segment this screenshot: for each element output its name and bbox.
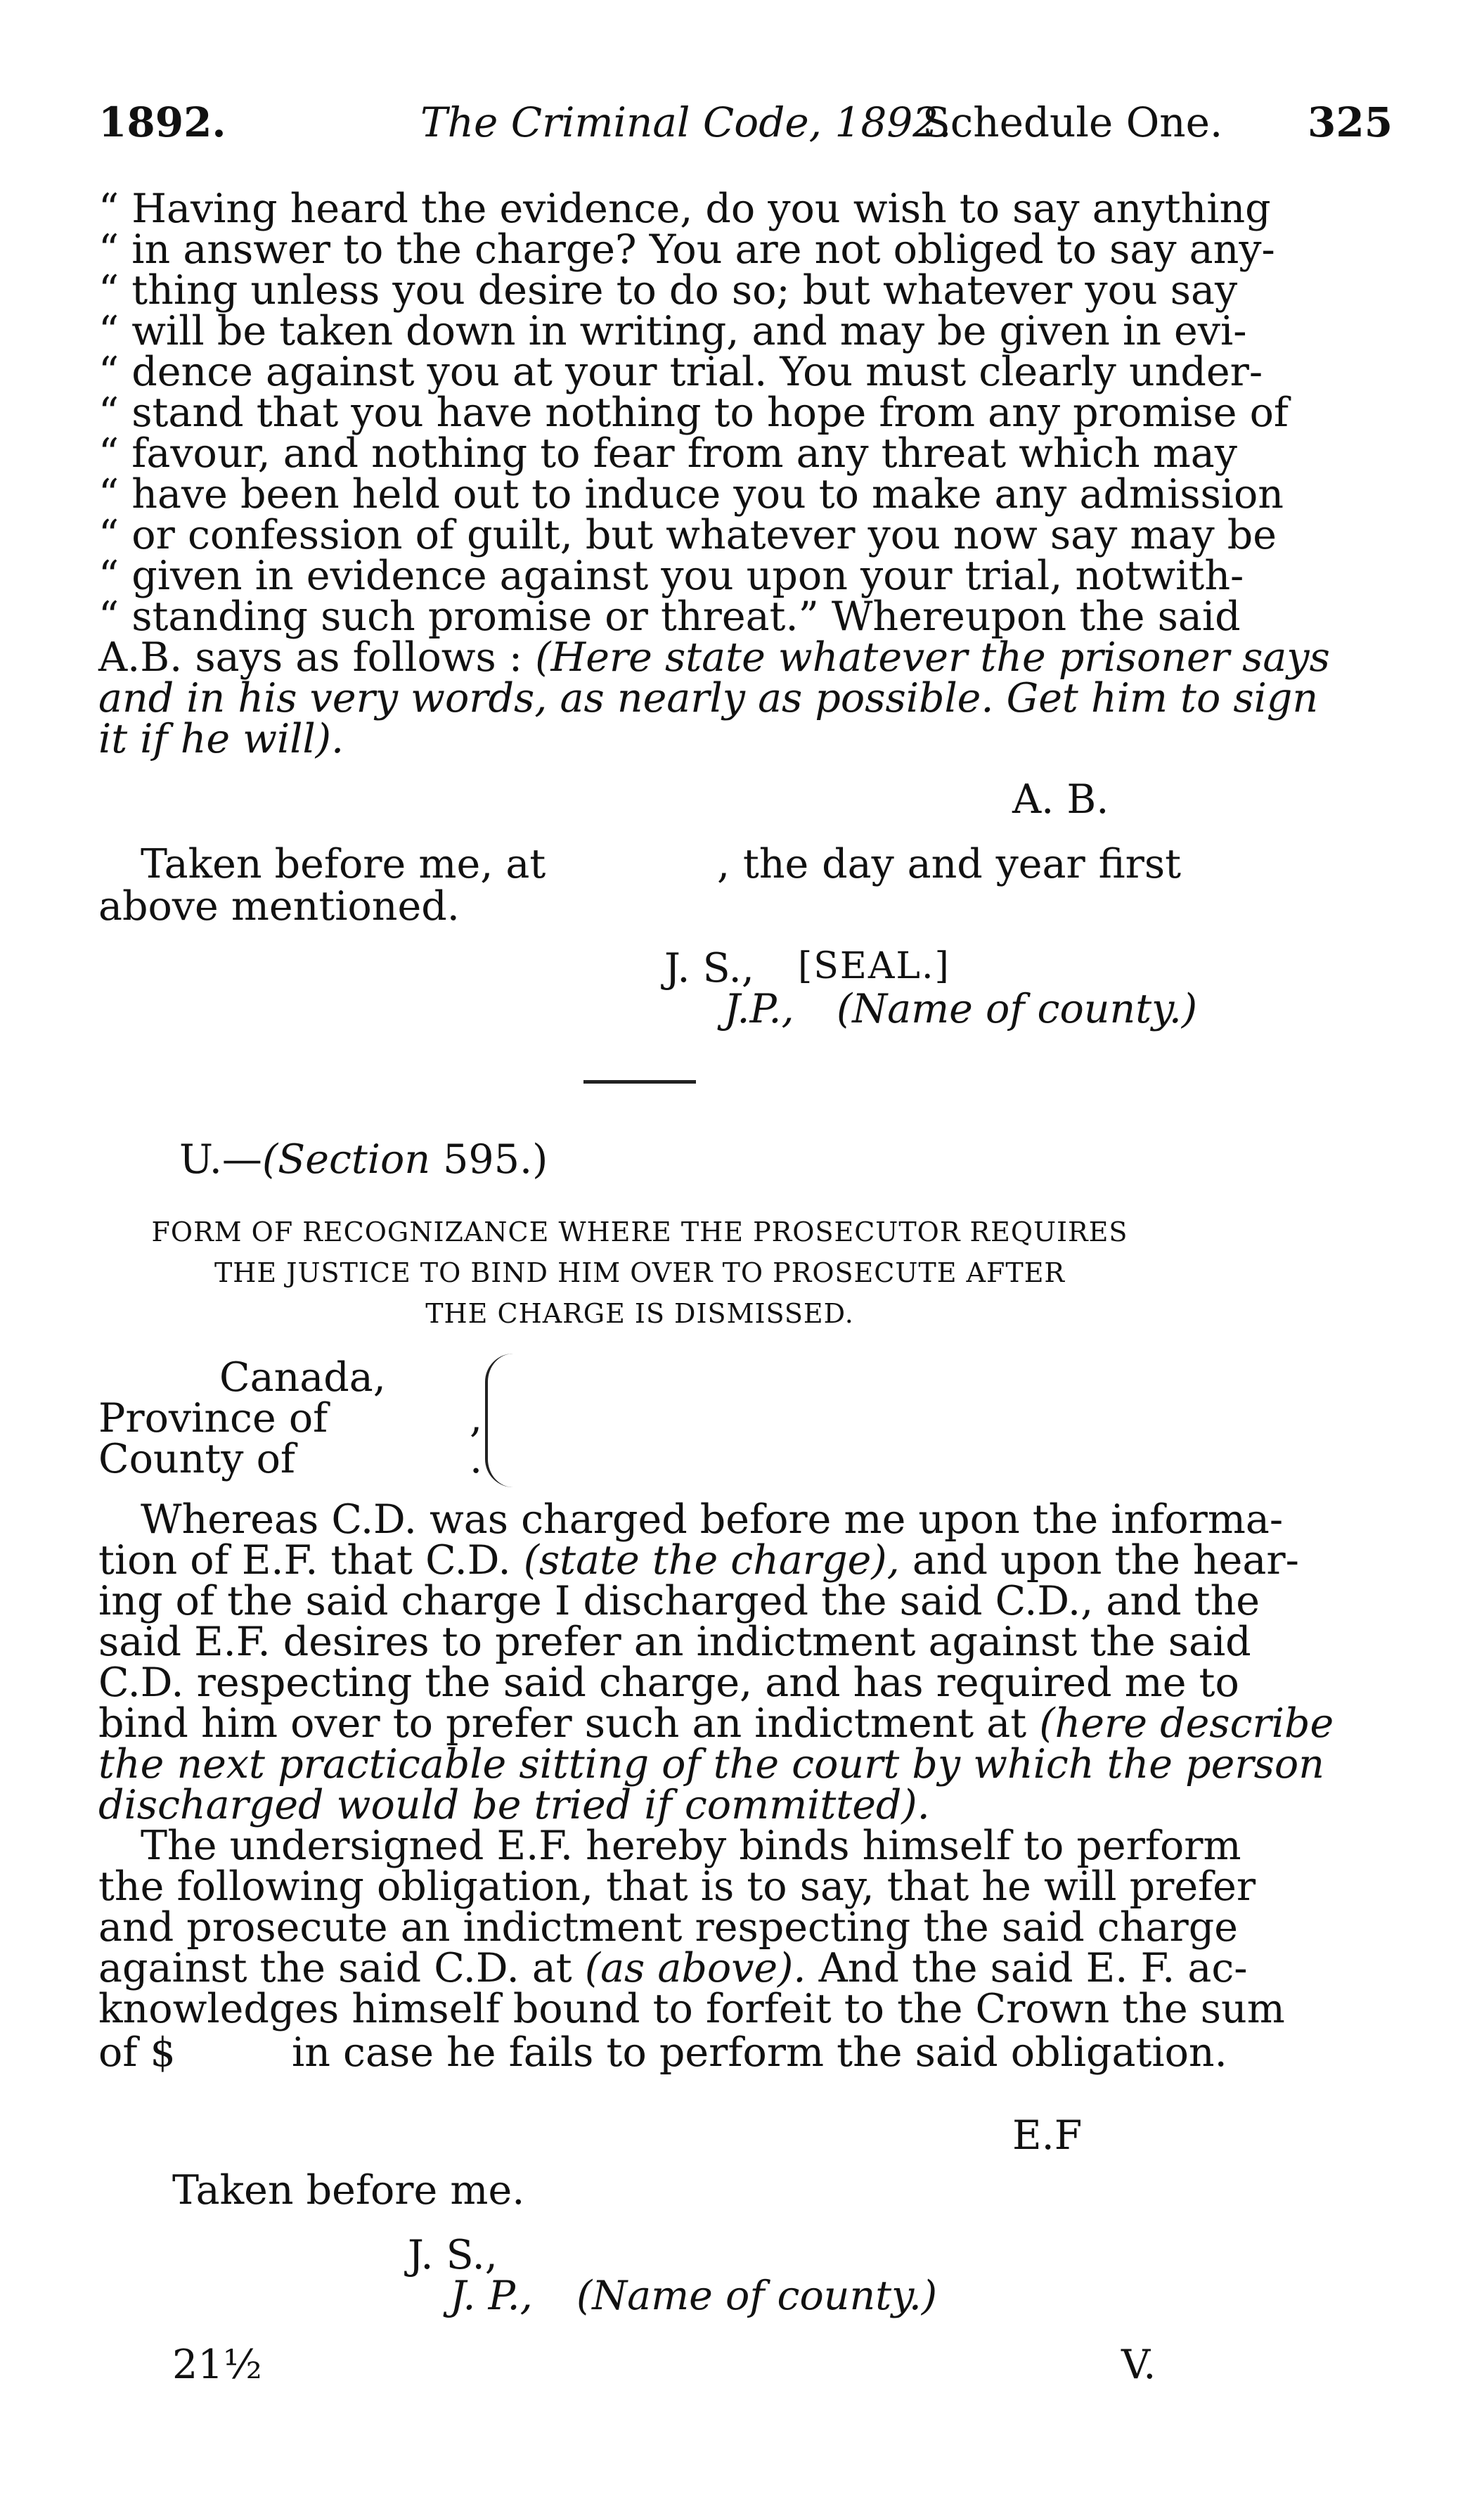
form-u-label <box>179 1136 548 1183</box>
catchword-next-form: V. <box>1121 2342 1156 2388</box>
whereas-line-7: the next practicable sitting of the court by which the person <box>98 1741 1324 1787</box>
header-schedule: Schedule One. <box>922 98 1223 146</box>
bind-him-over: bind him over to prefer such an indictment at <box>98 1700 1027 1747</box>
info-of-ef: tion of E.F. that C.D. <box>98 1537 511 1584</box>
caution-line-3: “ thing unless you desire to do so; but whatever you say <box>98 267 1238 314</box>
obligation-line-3: and prosecute an indictment respecting the said charge <box>98 1904 1238 1951</box>
sum-of-dollars: of $ <box>98 2029 176 2076</box>
state-the-charge: (state the charge), <box>523 1537 900 1584</box>
header-year: 1892. <box>98 98 226 146</box>
section-word: (Section <box>262 1136 431 1183</box>
caution-line-2: “ in answer to the charge? You are not obliged to say any- <box>98 226 1275 273</box>
taken-before-me: Taken before me. <box>172 2167 525 2214</box>
upon-the-hearing: and upon the hear- <box>912 1537 1299 1584</box>
in-case-he-fails: in case he fails to perform the said obligation. <box>292 2029 1227 2076</box>
venue-brace <box>485 1354 522 1487</box>
caution-line-5: “ dence against you at your trial. You must clearly under- <box>98 349 1263 395</box>
signature-ef: E.F <box>1012 2112 1083 2159</box>
caution-line-4: “ will be taken down in writing, and may be given in evi- <box>98 308 1247 354</box>
page-number: 325 <box>1308 98 1393 146</box>
venue-province: Province of <box>98 1395 328 1442</box>
caution-line-13: and in his very words, as nearly as possible. Get him to sign <box>98 675 1319 721</box>
as-above: (as above). <box>584 1945 806 1991</box>
whereas-line-1: Whereas C.D. was charged before me upon the informa- <box>141 1496 1284 1543</box>
caution-line-9: “ or confession of guilt, but whatever you now say may be <box>98 512 1277 558</box>
caution-line-1: “ Having heard the evidence, do you wish to say anything <box>98 186 1271 232</box>
above-mentioned: above mentioned. <box>98 883 460 930</box>
venue-period: . <box>470 1436 483 1482</box>
seal-mark: [SEAL.] <box>798 945 950 987</box>
obligation-line-2: the following obligation, that is to say, that he will prefer <box>98 1863 1256 1910</box>
instruction-italic-1: (Here state whatever the prisoner says <box>535 634 1330 681</box>
whereas-line-6 <box>98 1700 1334 1747</box>
against-cd: against the said C.D. at <box>98 1945 572 1991</box>
section-number: 595.) <box>443 1136 548 1183</box>
whereas-line-8: discharged would be tried if committed). <box>98 1782 930 1828</box>
signature-ab: A. B. <box>1012 776 1109 823</box>
whereas-line-3: ing of the said charge I discharged the said C.D., and the <box>98 1578 1260 1624</box>
name-of-county-1: (Name of county.) <box>837 986 1198 1032</box>
says-as-follows: A.B. says as follows : <box>98 634 523 681</box>
form-heading-line-3: THE CHARGE IS DISMISSED. <box>425 1298 854 1329</box>
form-letter: U.— <box>179 1136 262 1183</box>
obligation-line-4 <box>98 1945 1248 1991</box>
obligation-line-5: knowledges himself bound to forfeit to the Crown the sum <box>98 1986 1285 2032</box>
section-divider <box>583 1080 696 1084</box>
obligation-line-1: The undersigned E.F. hereby binds himself to perform <box>141 1823 1241 1869</box>
caution-line-8: “ have been held out to induce you to make any admission <box>98 471 1284 518</box>
caution-line-11: “ standing such promise or threat.” Whereupon the said <box>98 593 1241 640</box>
justice-initials-1: J. S., <box>664 945 754 991</box>
caution-line-14: it if he will). <box>98 716 344 762</box>
whereas-line-2 <box>98 1537 1299 1584</box>
jp-title-2: J. P., <box>450 2273 533 2319</box>
printer-signature-mark: 21½ <box>172 2342 262 2388</box>
form-heading-line-2: THE JUSTICE TO BIND HIM OVER TO PROSECUTE AFTER <box>214 1257 1066 1288</box>
here-describe: (here describe <box>1039 1700 1334 1747</box>
name-of-county-2: (Name of county.) <box>576 2273 938 2319</box>
and-the-said-ef: And the said E. F. ac- <box>818 1945 1248 1991</box>
venue-comma: , <box>470 1395 483 1442</box>
caution-line-10: “ given in evidence against you upon your trial, notwith- <box>98 553 1244 599</box>
caution-line-12 <box>98 634 1330 681</box>
caution-line-7: “ favour, and nothing to fear from any threat which may <box>98 430 1237 477</box>
venue-county: County of <box>98 1436 295 1482</box>
justice-initials-2: J. S., <box>408 2232 498 2278</box>
caution-line-6: “ stand that you have nothing to hope from any promise of <box>98 390 1289 436</box>
jp-title-1: J.P., <box>724 986 794 1032</box>
taken-before-me-at: Taken before me, at <box>141 841 546 887</box>
venue-canada: Canada, <box>219 1354 386 1401</box>
day-and-year-first: , the day and year first <box>717 841 1181 887</box>
form-heading-line-1: FORM OF RECOGNIZANCE WHERE THE PROSECUTOR REQUIRES <box>151 1217 1128 1247</box>
whereas-line-5: C.D. respecting the said charge, and has required me to <box>98 1660 1239 1706</box>
whereas-line-4: said E.F. desires to prefer an indictment against the said <box>98 1619 1251 1665</box>
header-title: The Criminal Code, 1892. <box>420 98 952 146</box>
